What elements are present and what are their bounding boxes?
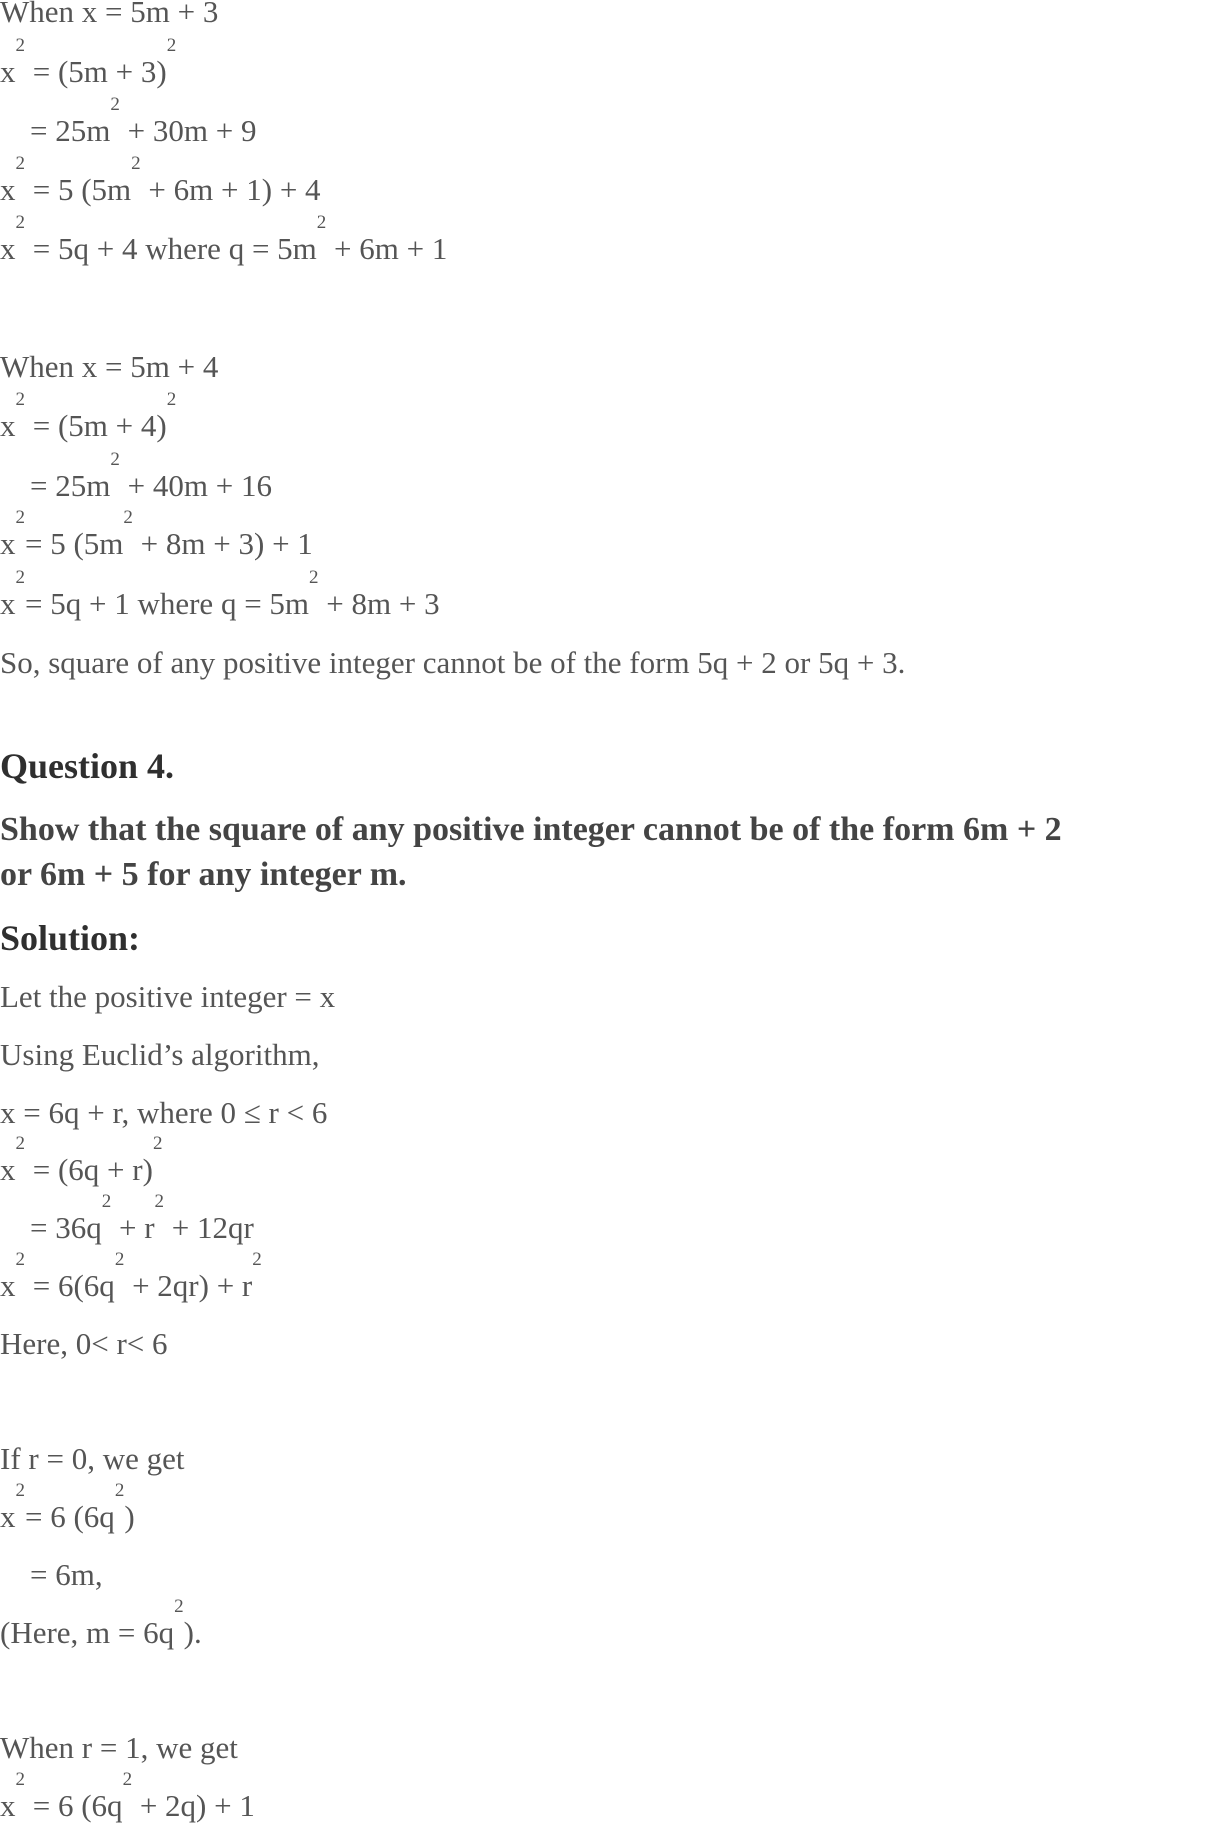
solution-line-6: $x^2 = 6(6q^2 + 2qr) + r^2$	[0, 1249, 262, 1303]
case-r1-equation-1: $x^2 = 6$ $(6q^2 + 2q) + 1$	[0, 1769, 255, 1823]
solution-line-3: x = 6q + r, where 0 ≤ r < 6	[0, 1095, 328, 1130]
solution-line-2: Using Euclid’s algorithm,	[0, 1037, 320, 1072]
solution-line-5: = $36q^2 + r^2 + 12qr$	[30, 1191, 254, 1245]
case-r0-title: If r = 0, we get	[0, 1441, 185, 1476]
case4-title: When x = 5m + 4	[0, 349, 219, 384]
case-r0-equation-1: $x^2= 6$ $(6q^2)$	[0, 1480, 135, 1534]
case3-equation-2: = $25m^2 + 30m + 9$	[30, 94, 257, 148]
question-text-line-2: or 6m + 5 for any integer m.	[0, 856, 407, 893]
solution-heading: Solution:	[0, 918, 141, 958]
case-r0-equation-3: (Here, $m = 6q^2$).	[0, 1596, 202, 1650]
case3-equation-4: $x^2 = 5q + 4$ where $q = 5m^2 + 6m + 1$	[0, 212, 448, 266]
question-heading: Question 4.	[0, 746, 175, 786]
case3-equation-1: $x^2 = (5m + 3)^2$	[0, 35, 177, 89]
conclusion-text: So, square of any positive integer cannot be of the form 5q + 2 or 5q + 3.	[0, 645, 906, 680]
case4-equation-1: $x^2 = (5m + 4)^2$	[0, 389, 177, 443]
case-r0-equation-2: = 6m,	[30, 1557, 103, 1592]
solution-line-7: Here, 0< r< 6	[0, 1326, 168, 1361]
solution-line-4: $x^2 = (6q + r)^2$	[0, 1133, 163, 1187]
case-r1-title: When r = 1, we get	[0, 1730, 238, 1765]
question-text-line-1: Show that the square of any positive integer cannot be of the form 6m + 2	[0, 811, 1062, 848]
case3-equation-3: $x^2 = 5$ $(5m^2 + 6m + 1) + 4$	[0, 153, 321, 207]
solution-line-1: Let the positive integer = x	[0, 979, 336, 1014]
case4-equation-2: = $25m^2 + 40m + 16$	[30, 449, 272, 503]
case4-equation-3: $x^2= 5$ $(5m^2 + 8m + 3) + 1$	[0, 507, 313, 561]
case4-equation-4: $x^2= 5q + 1$ where $q = 5m^2 + 8m + 3$	[0, 567, 440, 621]
case3-title: When x = 5m + 3	[0, 0, 219, 29]
